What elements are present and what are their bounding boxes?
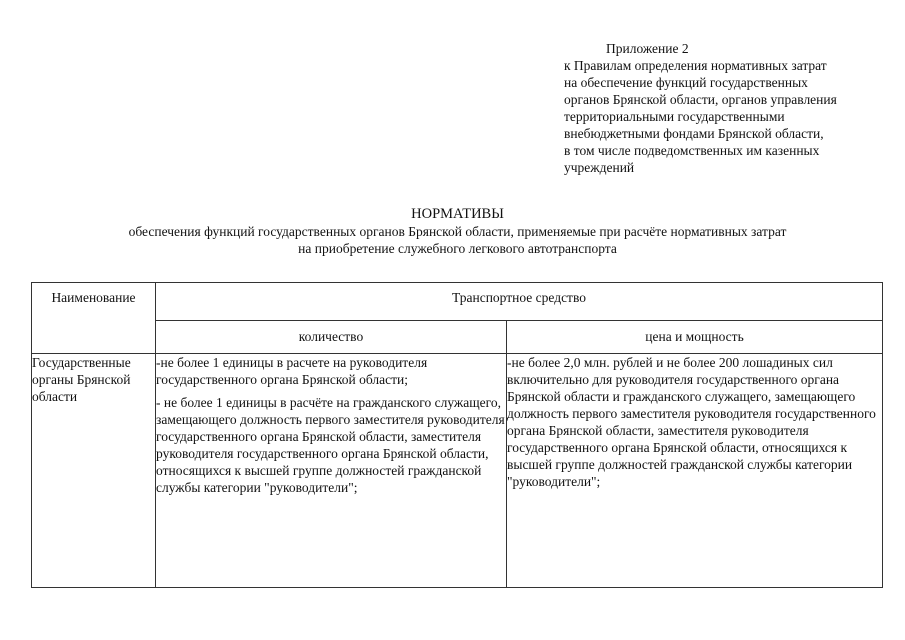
document-subtitle-line-2: на приобретение служебного легкового автотранспорта [298, 241, 617, 256]
row-quantity [156, 353, 507, 587]
norms-table [31, 282, 883, 588]
appendix-title: Приложение 2 [606, 41, 689, 56]
document-title: НОРМАТИВЫ [411, 206, 504, 222]
row-name: Государственные органы Брянской области [32, 353, 156, 587]
quantity-paragraph: -не более 1 единицы в расчете на руководителя государственного органа Брянской области; [156, 354, 428, 387]
appendix-line: органов Брянской области, органов управления [564, 92, 837, 107]
header-price-power: цена и мощность [507, 320, 883, 353]
appendix-line: территориальными государственными [564, 109, 785, 124]
appendix-line: на обеспечение функций государственных [564, 75, 808, 90]
appendix-block [564, 40, 837, 176]
appendix-line: учреждений [564, 160, 635, 175]
header-quantity: количество [156, 320, 507, 353]
row-price-power [507, 353, 883, 587]
header-name: Наименование [32, 283, 156, 354]
table-subheader-row [32, 320, 883, 353]
appendix-line: в том числе подведомственных им казенных [564, 143, 820, 158]
document-heading [40, 206, 875, 257]
document-subtitle-line-1: обеспечения функций государственных органов Брянской области, применяемые при расчёте нормативных затрат [128, 224, 787, 239]
header-vehicle: Транспортное средство [156, 283, 883, 321]
table-row [32, 353, 883, 587]
appendix-line: внебюджетными фондами Брянской области, [564, 126, 824, 141]
price-paragraph: -не более 2,0 млн. рублей и не более 200 лошадиных сил включительно для руководителя государственного органа Брянской области и гражданского служащего, замещающего должность первого заместителя руководителя государственного органа Брянской области, заместителя руководителя государственного органа Брянской области, относящихся к высшей группе должностей гражданской службы категории "руководители"; [507, 354, 876, 489]
table-header-row [32, 283, 883, 321]
appendix-line: к Правилам определения нормативных затрат [564, 58, 827, 73]
quantity-paragraph: - не более 1 единицы в расчёте на гражданского служащего, замещающего должность первого заместителя руководителя государственного органа Брянской области, заместителя руководителя государственного органа Брянской области, относящихся к высшей группе должностей гражданской службы категории "руководители"; [156, 394, 505, 495]
